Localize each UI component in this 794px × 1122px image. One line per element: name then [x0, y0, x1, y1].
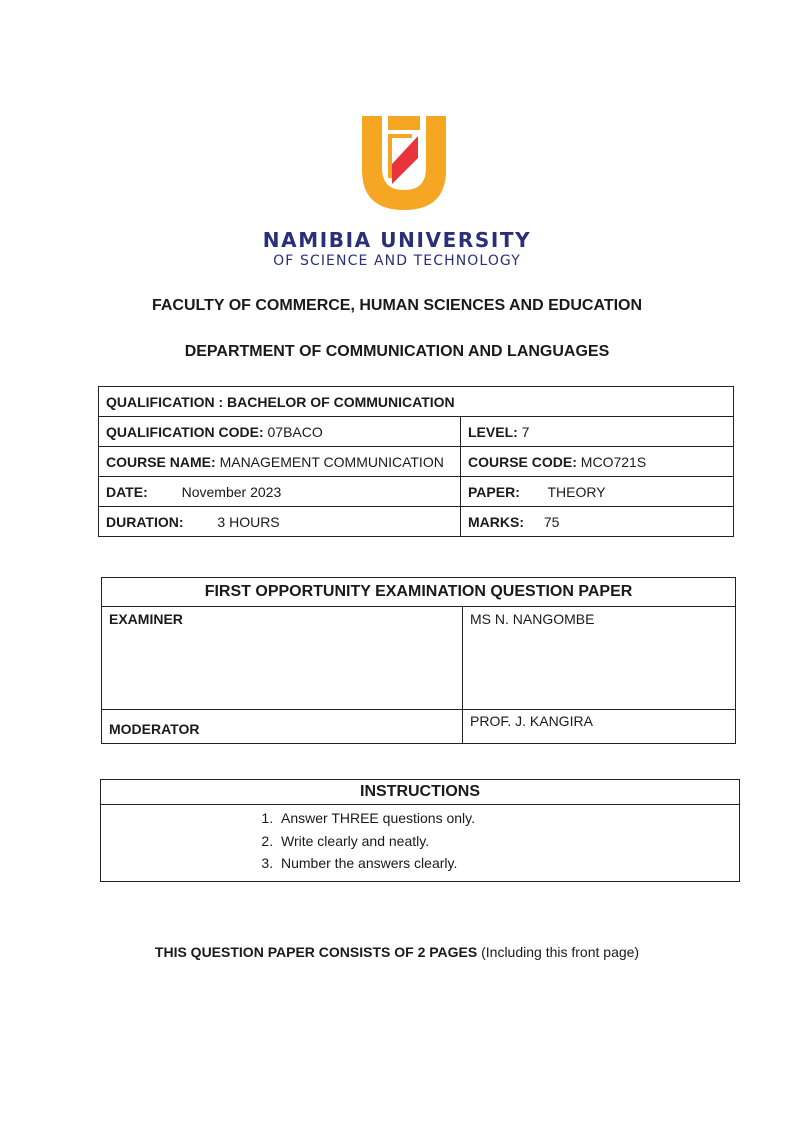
level-value: 7: [521, 423, 530, 440]
instruction-item: 1. Answer THREE questions only.: [277, 807, 739, 830]
date-value: November 2023: [181, 483, 282, 500]
examiner-value: MS N. NANGOMBE: [463, 607, 736, 710]
university-name: NAMIBIA UNIVERSITY: [262, 228, 532, 252]
examiners-table: [101, 577, 736, 744]
instruction-item: 3. Number the answers clearly.: [277, 852, 739, 875]
duration-label: DURATION:: [106, 513, 184, 530]
page-count-note-text: (Including this front page): [481, 944, 640, 960]
qualification-code-cell: [99, 417, 461, 447]
paper-value: THEORY: [547, 483, 606, 500]
level-cell: [461, 417, 734, 447]
marks-cell: [461, 507, 734, 537]
marks-value: 75: [543, 513, 560, 530]
marks-label: MARKS:: [468, 513, 524, 530]
department-heading: DEPARTMENT OF COMMUNICATION AND LANGUAGES: [184, 343, 610, 360]
date-cell: [99, 477, 461, 507]
instruction-item: 2. Write clearly and neatly.: [277, 830, 739, 853]
instructions-table: [100, 779, 740, 882]
moderator-value: PROF. J. KANGIRA: [463, 710, 736, 744]
instructions-title: INSTRUCTIONS: [101, 780, 740, 805]
instructions-body: [101, 805, 740, 882]
paper-label: PAPER:: [468, 483, 520, 500]
paper-cell: [461, 477, 734, 507]
course-name-label: COURSE NAME:: [106, 453, 216, 470]
duration-value: 3 HOURS: [217, 513, 280, 530]
university-subtitle: OF SCIENCE AND TECHNOLOGY: [273, 253, 521, 269]
course-code-label: COURSE CODE:: [468, 453, 577, 470]
page-count-bold: THIS QUESTION PAPER CONSISTS OF 2 PAGES: [154, 944, 478, 960]
qualification-code-label: QUALIFICATION CODE:: [106, 423, 264, 440]
date-label: DATE:: [106, 483, 148, 500]
course-code-value: MCO721S: [580, 453, 647, 470]
course-name-value: MANAGEMENT COMMUNICATION: [219, 453, 444, 470]
instructions-list: [101, 807, 739, 875]
qualification-cell: QUALIFICATION : BACHELOR OF COMMUNICATION: [99, 387, 734, 417]
moderator-label: MODERATOR: [102, 710, 463, 744]
page-count-note: [0, 944, 794, 960]
faculty-heading: FACULTY OF COMMERCE, HUMAN SCIENCES AND EDUCATION: [151, 297, 643, 314]
exam-title: FIRST OPPORTUNITY EXAMINATION QUESTION PAPER: [102, 578, 736, 607]
qualification-code-value: 07BACO: [267, 423, 323, 440]
course-code-cell: [461, 447, 734, 477]
university-logo: [358, 112, 450, 212]
course-name-cell: [99, 447, 461, 477]
level-label: LEVEL:: [468, 423, 518, 440]
examiner-label: EXAMINER: [102, 607, 463, 710]
course-details-table: [98, 386, 734, 537]
duration-cell: [99, 507, 461, 537]
